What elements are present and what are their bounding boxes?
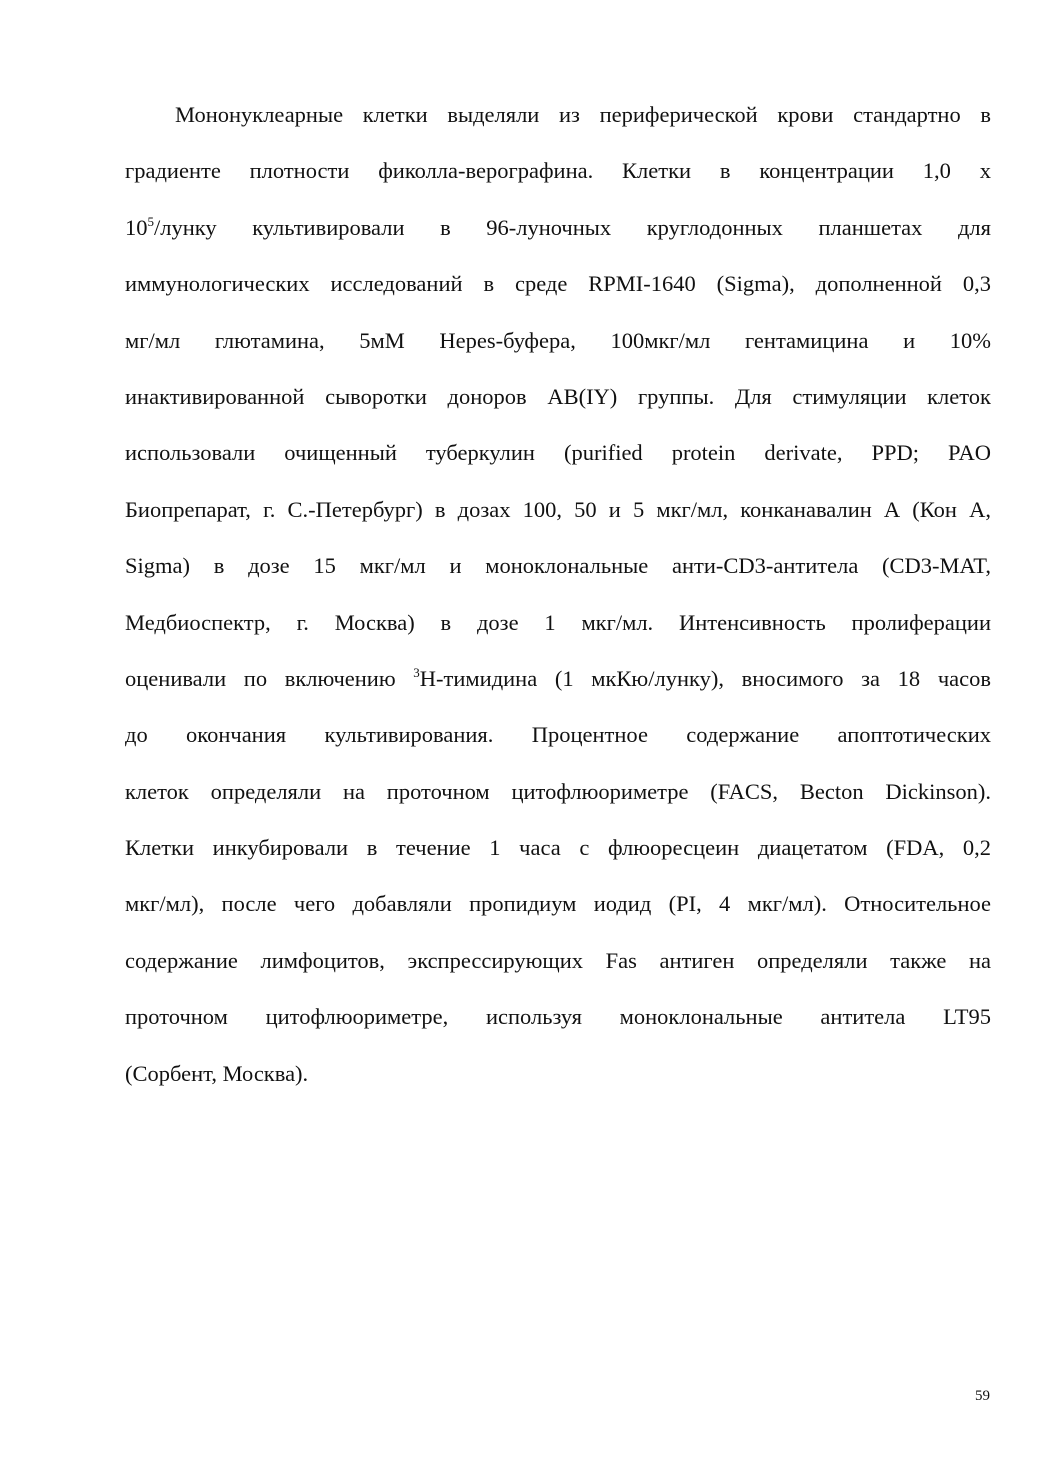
paragraph-line: содержание лимфоцитов, экспрессирующих Fas антиген определяли также на <box>125 947 991 973</box>
paragraph-line: до окончания культивирования. Процентное содержание апоптотических <box>125 722 991 748</box>
page-number: 59 <box>975 1388 990 1404</box>
paragraph-line: мг/мл глютамина, 5мМ Hepes-буфера, 100мкг/мл гентамицина и 10% <box>125 327 991 353</box>
paragraph-line: Клетки инкубировали в течение 1 часа с флюоресцеин диацетатом (FDA, 0,2 <box>125 835 991 861</box>
superscript: 3 <box>413 664 420 680</box>
paragraph-line: иммунологических исследований в среде RPMI-1640 (Sigma), дополненной 0,3 <box>125 271 991 297</box>
paragraph-line: использовали очищенный туберкулин (purified protein derivate, PPD; PAO <box>125 440 991 466</box>
paragraph-line: проточном цитофлюориметре, используя моноклональные антитела LT95 <box>125 1004 991 1030</box>
paragraph-line: Мононуклеарные клетки выделяли из периферической крови стандартно в <box>175 102 991 127</box>
superscript: 5 <box>147 213 154 229</box>
paragraph-line: Биопрепарат, г. С.-Петербург) в дозах 100, 50 и 5 мкг/мл, конканавалин А (Кон А, <box>125 496 991 522</box>
paragraph-line: Медбиоспектр, г. Москва) в дозе 1 мкг/мл. Интенсивность пролиферации <box>125 609 991 635</box>
paragraph-line: инактивированной сыворотки доноров AB(IY) группы. Для стимуляции клеток <box>125 383 991 409</box>
paragraph-line: оценивали по включению $^3$Н-тимидина (1 мкКю/лунку), вносимого за 18 часов <box>125 664 991 691</box>
paragraph-line: Sigma) в дозе 15 мкг/мл и моноклональные анти-CD3-антитела (CD3-MAT, <box>125 553 991 579</box>
paragraph-line: мкг/мл), после чего добавляли пропидиум иодид (PI, 4 мкг/мл). Относительное <box>125 891 991 917</box>
paragraph-line: (Сорбент, Москва). <box>125 1060 309 1086</box>
paragraph-line: $10^5$/лунку культивировали в 96-луночных круглодонных планшетах для <box>125 213 991 240</box>
body-paragraph <box>125 95 991 1110</box>
paragraph-line: клеток определяли на проточном цитофлюориметре (FACS, Becton Dickinson). <box>125 778 991 804</box>
paragraph-line: градиенте плотности фиколла-верографина. Клетки в концентрации 1,0 х <box>125 158 991 184</box>
